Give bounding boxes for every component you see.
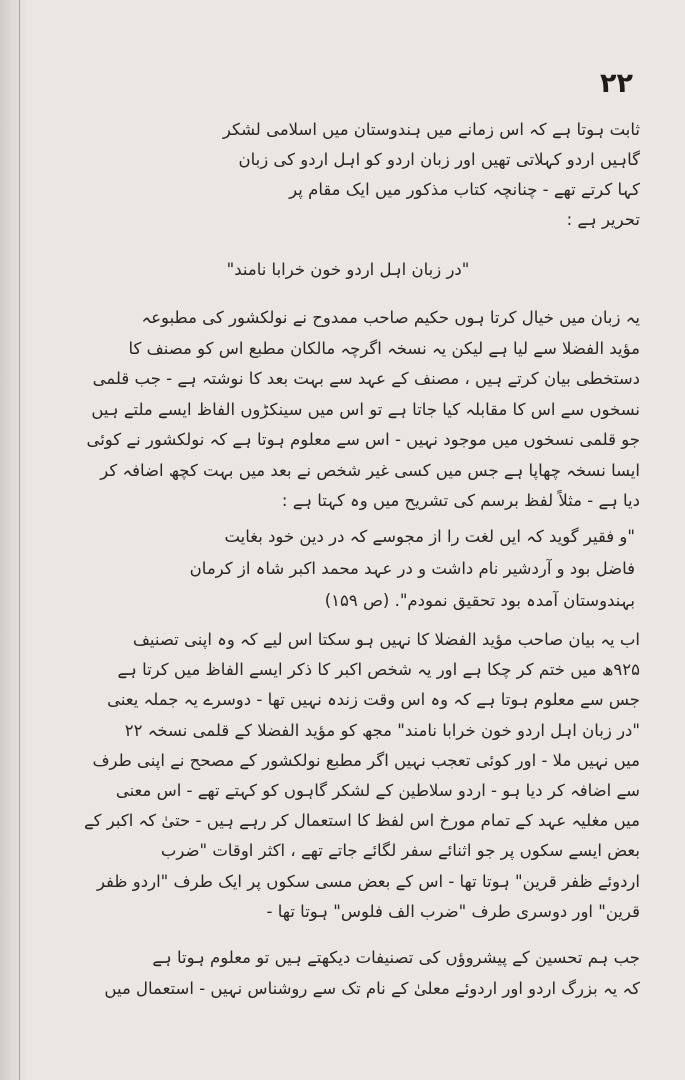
text-line: گاہیں اردو کہلاتی تھیں اور زبان اردو کو اہل اردو کی زبان <box>238 150 640 169</box>
quote-line: "در زبان اہل اردو خون خرابا نامند" <box>226 260 470 279</box>
text-line: اردوئے ظفر قرین" ہوتا تھا - اس کے بعض مسی سکوں پر ایک طرف "اردو ظفر <box>96 871 640 891</box>
text-line: یہ زبان میں خیال کرتا ہوں حکیم صاحب ممدوح نے نولکشور کی مطبوعہ <box>141 308 640 327</box>
text-line: اب یہ بیان صاحب مؤید الفضلا کا نہیں ہو سکتا اس لیے کہ وہ اپنی تصنیف <box>132 630 640 649</box>
quote-line: فاضل بود و آردشیر نام داشت و در عہد محمد اکبر شاہ از کرمان <box>189 559 635 578</box>
paragraph-4 <box>56 943 640 1004</box>
paragraph-1 <box>56 115 640 235</box>
quote-1 <box>56 255 640 285</box>
text-line: جس سے معلوم ہوتا ہے کہ وہ اس وقت زندہ نہیں تھا - دوسرے یہ جملہ یعنی <box>107 690 640 710</box>
paragraph-3 <box>56 625 640 927</box>
paragraph-2 <box>56 303 640 517</box>
quote-line: "و فقیر گوید کہ ایں لغت را از مجوسے کہ در دین خود بغایت <box>224 527 635 546</box>
book-gutter-line <box>19 0 20 1080</box>
text-line: دیا ہے - مثلاً لفظ برسم کی تشریح میں وہ کہتا ہے : <box>281 491 640 510</box>
book-spine-shadow <box>0 0 28 1080</box>
quote-line: بہندوستان آمدہ بود تحقیق نمودم". (ص ۱۵۹) <box>324 591 635 610</box>
text-line: مؤید الفضلا سے لیا ہے لیکن یہ نسخہ اگرچہ مالکان مطبع اس کو مصنف کا <box>128 338 640 358</box>
text-line: ایسا نسخہ چھاپا ہے جس میں کسی غیر شخص نے بعد میں بہت کچھ اضافہ کر <box>100 460 640 480</box>
text-line: نسخوں سے اس کا مقابلہ کیا جاتا ہے تو اس میں سینکڑوں الفاظ ایسے ملتے ہیں <box>91 399 640 419</box>
text-line: تحریر ہے : <box>566 210 640 229</box>
text-line: ۹۲۵ھ میں ختم کر چکا ہے اور یہ شخص اکبر کا ذکر ایسے الفاظ میں کرتا ہے <box>117 660 640 680</box>
text-line: کہا کرتے تھے - چنانچہ کتاب مذکور میں ایک مقام پر <box>289 180 640 199</box>
page-number: ۲۲ <box>600 68 633 99</box>
text-line: دستخطی بیان کرتے ہیں ، مصنف کے عہد سے بہت بعد کا نوشتہ ہے - جب قلمی <box>92 369 640 388</box>
text-line: جب ہم تحسین کے پیشروؤں کی تصنیفات دیکھتے ہیں تو معلوم ہوتا ہے <box>152 948 640 967</box>
text-line: میں نہیں ملا - اور کوئی تعجب نہیں اگر مطبع نولکشور کے مصحح نے اپنی طرف <box>92 750 640 770</box>
text-line: قرین" اور دوسری طرف "ضرب الف فلوس" ہوتا تھا - <box>266 901 640 921</box>
text-line: "در زبان اہل اردو خون خرابا نامند" مجھ کو مؤید الفضلا کے قلمی نسخہ ۲۲ <box>124 720 640 740</box>
text-line: جو قلمی نسخوں میں موجود نہیں - اس سے معلوم ہوتا ہے کہ نولکشور نے کوئی <box>86 430 640 449</box>
text-line: سے اضافہ کر دیا ہو - اردو سلاطین کے لشکر گاہوں کو کہتے تھے - اس معنی <box>115 780 640 800</box>
text-line: بعض ایسے سکوں پر جو اثنائے سفر لگائے جاتے تھے ، اکثر اوقات "ضرب <box>160 841 640 861</box>
text-line: ثابت ہوتا ہے کہ اس زمانے میں ہندوستان میں اسلامی لشکر <box>222 120 640 139</box>
text-line: میں مغلیہ عہد کے تمام مورخ اس لفظ کا استعمال کر رہے ہیں - حتیٰ کہ اکبر کے <box>84 811 640 831</box>
text-line: کہ یہ بزرگ اردو اور اردوئے معلیٰ کے نام تک سے روشناس نہیں - استعمال میں <box>104 978 640 998</box>
quote-2 <box>110 521 635 617</box>
